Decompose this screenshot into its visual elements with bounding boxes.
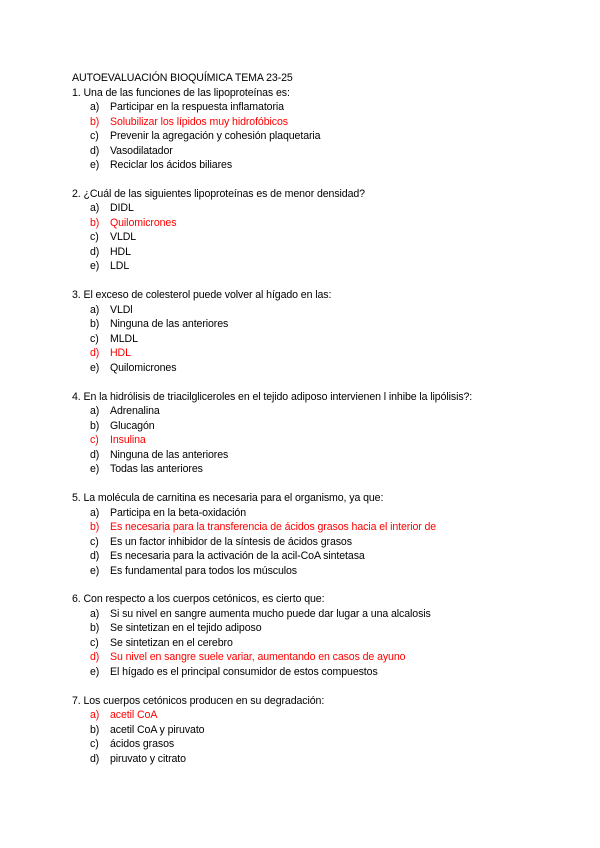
option-list bbox=[72, 303, 572, 376]
option-list bbox=[72, 201, 572, 274]
option-letter: e) bbox=[90, 463, 100, 476]
option-letter: e) bbox=[90, 159, 100, 171]
option-list bbox=[72, 100, 572, 173]
option-letter: d) bbox=[90, 550, 100, 563]
correct-option bbox=[72, 346, 572, 361]
option-text: Es necesaria para la activación de la acil-CoA sintetasa bbox=[110, 550, 365, 563]
option-list bbox=[72, 404, 572, 477]
option-letter: a) bbox=[90, 303, 100, 316]
option-letter: e) bbox=[90, 564, 100, 577]
option-letter: e) bbox=[90, 260, 100, 273]
option bbox=[72, 361, 572, 376]
question-text: 7. Los cuerpos cetónicos producen en su degradación: bbox=[72, 694, 325, 707]
question-5 bbox=[72, 491, 572, 578]
option-list bbox=[72, 607, 572, 680]
option-letter: b) bbox=[90, 318, 100, 331]
option-letter: a) bbox=[90, 202, 100, 215]
option bbox=[72, 259, 572, 274]
question-text: 5. La molécula de carnitina es necesaria para el organismo, ya que: bbox=[72, 492, 384, 505]
option bbox=[72, 332, 572, 347]
option-text: Es fundamental para todos los músculos bbox=[110, 564, 297, 577]
option-letter: d) bbox=[90, 347, 100, 360]
option-letter: d) bbox=[90, 245, 100, 258]
option-letter: c) bbox=[90, 636, 99, 649]
question-3 bbox=[72, 288, 572, 375]
option bbox=[72, 245, 572, 260]
option-text: Es un factor inhibidor de la síntesis de ácidos grasos bbox=[110, 535, 352, 548]
option-text: Participa en la beta-oxidación bbox=[110, 506, 246, 519]
correct-option bbox=[72, 216, 572, 231]
correct-option bbox=[72, 433, 572, 448]
question-text: 4. En la hidrólisis de triacilgliceroles en el tejido adiposo intervienen l inhibe la lipólisis?: bbox=[72, 390, 473, 403]
option bbox=[72, 158, 572, 173]
correct-option bbox=[72, 520, 572, 535]
option bbox=[72, 303, 572, 318]
question-4 bbox=[72, 390, 572, 477]
option-letter: a) bbox=[90, 405, 100, 418]
question-text: 1. Una de las funciones de las lipoproteínas es: bbox=[72, 86, 290, 99]
option-letter: b) bbox=[90, 622, 100, 635]
question-6 bbox=[72, 592, 572, 679]
option bbox=[72, 201, 572, 216]
option bbox=[72, 752, 572, 767]
question-list bbox=[72, 86, 572, 767]
option-letter: e) bbox=[90, 665, 100, 678]
option bbox=[72, 144, 572, 159]
option-text: Insulina bbox=[110, 434, 146, 447]
option bbox=[72, 636, 572, 651]
option-text: DIDL bbox=[110, 202, 134, 215]
option-text: Adrenalina bbox=[110, 405, 160, 418]
option-text: Reciclar los ácidos biliares bbox=[110, 159, 233, 171]
option-text: Prevenir la agregación y cohesión plaquetaria bbox=[110, 130, 321, 142]
option bbox=[72, 462, 572, 477]
option-text: Ninguna de las anteriores bbox=[110, 318, 229, 331]
option bbox=[72, 448, 572, 463]
option-letter: a) bbox=[90, 607, 100, 620]
option-text: Ninguna de las anteriores bbox=[110, 448, 229, 461]
option-letter: d) bbox=[90, 448, 100, 461]
question-2 bbox=[72, 187, 572, 274]
option-text: acetil CoA bbox=[110, 709, 158, 722]
option-text: ácidos grasos bbox=[110, 738, 175, 751]
option-letter: b) bbox=[90, 521, 100, 534]
question-1 bbox=[72, 86, 572, 173]
option-text: Su nivel en sangre suele variar, aumentando en casos de ayuno bbox=[110, 651, 406, 664]
option-letter: b) bbox=[90, 419, 100, 432]
option bbox=[72, 404, 572, 419]
option bbox=[72, 621, 572, 636]
option-letter: c) bbox=[90, 535, 99, 548]
option-list bbox=[72, 708, 572, 766]
option bbox=[72, 100, 572, 115]
option bbox=[72, 317, 572, 332]
option-letter: d) bbox=[90, 144, 100, 157]
option-text: acetil CoA y piruvato bbox=[110, 723, 205, 736]
option-text: Glucagón bbox=[110, 419, 155, 432]
option-letter: a) bbox=[90, 101, 100, 113]
option-letter: b) bbox=[90, 115, 100, 128]
option-text: HDL bbox=[110, 245, 131, 258]
option-letter: c) bbox=[90, 231, 99, 244]
document-page bbox=[72, 71, 572, 781]
option-list bbox=[72, 506, 572, 579]
option-letter: a) bbox=[90, 506, 100, 519]
option-text: Quilomicrones bbox=[110, 216, 177, 229]
option bbox=[72, 737, 572, 752]
option-text: El hígado es el principal consumidor de estos compuestos bbox=[110, 665, 378, 678]
option-text: Participar en la respuesta inflamatoria bbox=[110, 101, 284, 113]
question-text: 3. El exceso de colesterol puede volver al hígado en las: bbox=[72, 289, 332, 302]
option-letter: b) bbox=[90, 216, 100, 229]
option-text: MLDL bbox=[110, 332, 138, 345]
question-7 bbox=[72, 694, 572, 767]
option bbox=[72, 564, 572, 579]
option bbox=[72, 723, 572, 738]
option-text: Vasodilatador bbox=[110, 144, 173, 157]
option-text: Quilomicrones bbox=[110, 361, 177, 374]
correct-option bbox=[72, 650, 572, 665]
question-text: 6. Con respecto a los cuerpos cetónicos, es cierto que: bbox=[72, 593, 325, 606]
option-text: Se sintetizan en el tejido adiposo bbox=[110, 622, 262, 635]
option-letter: d) bbox=[90, 752, 100, 765]
option-text: VLDL bbox=[110, 231, 137, 244]
option bbox=[72, 419, 572, 434]
option-text: Se sintetizan en el cerebro bbox=[110, 636, 233, 649]
option-text: piruvato y citrato bbox=[110, 752, 186, 765]
option-letter: e) bbox=[90, 361, 100, 374]
option-letter: c) bbox=[90, 130, 99, 142]
option-letter: d) bbox=[90, 651, 100, 664]
option-letter: c) bbox=[90, 434, 99, 447]
option-text: Todas las anteriores bbox=[110, 463, 203, 476]
option bbox=[72, 506, 572, 521]
correct-option bbox=[72, 708, 572, 723]
option bbox=[72, 607, 572, 622]
option-text: VLDl bbox=[110, 303, 133, 316]
option bbox=[72, 665, 572, 680]
option-letter: c) bbox=[90, 738, 99, 751]
option-text: Es necesaria para la transferencia de ácidos grasos hacia el interior de bbox=[110, 521, 437, 534]
option bbox=[72, 549, 572, 564]
option bbox=[72, 129, 572, 144]
question-text: 2. ¿Cuál de las siguientes lipoproteínas es de menor densidad? bbox=[72, 187, 365, 200]
option-letter: c) bbox=[90, 332, 99, 345]
option-letter: b) bbox=[90, 723, 100, 736]
option bbox=[72, 230, 572, 245]
page-title: AUTOEVALUACIÓN BIOQUÍMICA TEMA 23-25 bbox=[72, 72, 293, 84]
option-text: Solubilizar los lípidos muy hidrofóbicos bbox=[110, 115, 288, 128]
option bbox=[72, 535, 572, 550]
correct-option bbox=[72, 115, 572, 130]
option-text: Si su nivel en sangre aumenta mucho puede dar lugar a una alcalosis bbox=[110, 607, 431, 620]
option-letter: a) bbox=[90, 709, 100, 722]
option-text: LDL bbox=[110, 260, 130, 273]
option-text: HDL bbox=[110, 347, 131, 360]
